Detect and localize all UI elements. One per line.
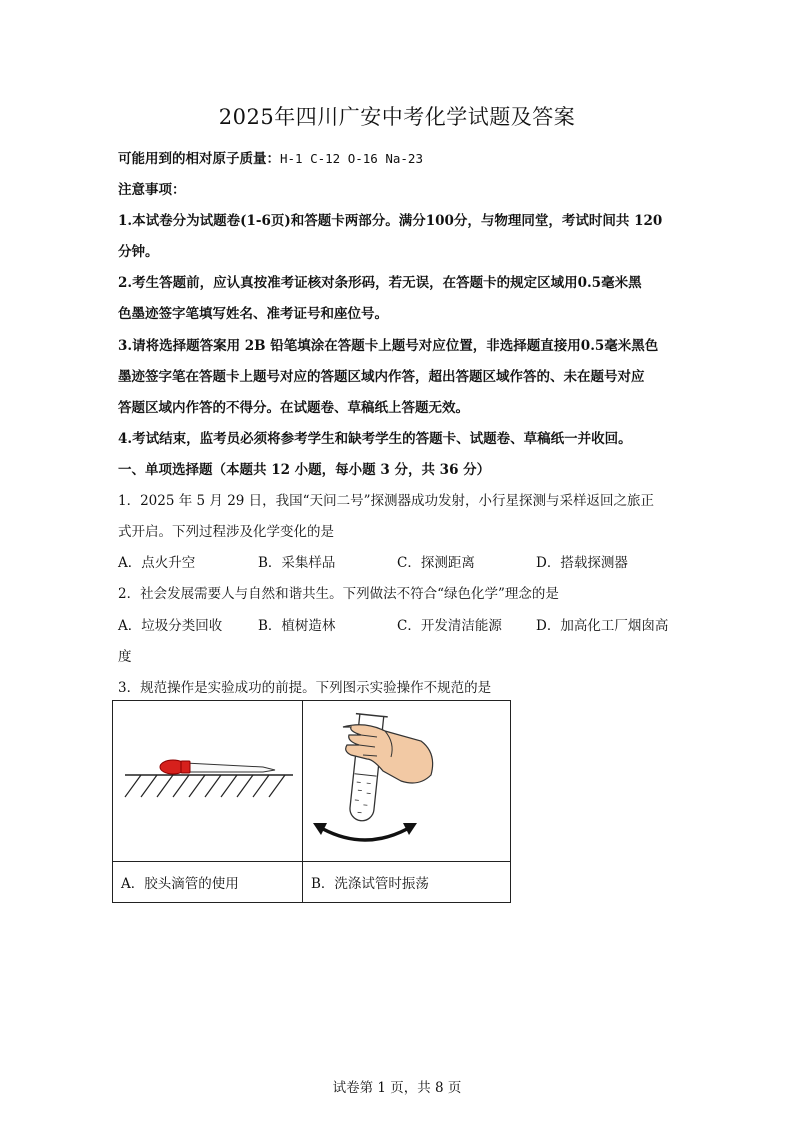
q1-option-c: C．探测距离 xyxy=(397,555,475,571)
q2-option-c: C．开发清洁能源 xyxy=(397,618,502,634)
q1-option-a: A．点火升空 xyxy=(118,555,196,571)
shaking-test-tube-illustration xyxy=(303,701,510,857)
q2-option-b: B．植树造林 xyxy=(258,618,336,634)
question-1-stem: 1．2025 年 5 月 29 日，我国“天问二号”探测器成功发射，小行星探测与采样返回之旅正 xyxy=(118,493,654,509)
section-heading: 一、单项选择题（本题共 12 小题，每小题 3 分，共 36 分） xyxy=(118,462,491,478)
figure-b-cell xyxy=(303,701,511,862)
q2-option-d: D．加高化工厂烟囱高 xyxy=(536,618,669,634)
question-3-stem: 3．规范操作是实验成功的前提。下列图示实验操作不规范的是 xyxy=(118,680,492,696)
page-footer: 试卷第 1 页，共 8 页 xyxy=(332,1080,462,1096)
q1-option-d: D．搭载探测器 xyxy=(536,555,628,571)
notice-line: 色墨迹签字笔填写姓名、准考证号和座位号。 xyxy=(118,306,388,322)
notice-line: 分钟。 xyxy=(118,244,159,260)
notice-line: 答题区域内作答的不得分。在试题卷、草稿纸上答题无效。 xyxy=(118,400,469,416)
q2-option-a: A．垃圾分类回收 xyxy=(118,618,223,634)
notice-line: 2.考生答题前，应认真按准考证核对条形码，若无误，在答题卡的规定区域用0.5毫米黑 xyxy=(118,275,642,291)
figure-table xyxy=(112,700,511,903)
notice-line: 墨迹签字笔在答题卡上题号对应的答题区域内作答，超出答题区域作答的、未在题号对应 xyxy=(118,369,645,385)
page-title: 2025年四川广安中考化学试题及答案 xyxy=(218,105,576,129)
q1-option-b: B．采集样品 xyxy=(258,555,336,571)
notice-line: 1.本试卷分为试题卷(1-6页)和答题卡两部分。满分100分，与物理同堂，考试时间共 120 xyxy=(118,213,663,229)
q2-option-d-continuation: 度 xyxy=(118,649,132,665)
atomic-mass-values: H-1 C-12 O-16 Na-23 xyxy=(280,151,423,166)
figure-a-caption: A．胶头滴管的使用 xyxy=(113,862,303,903)
question-1-stem-cont: 式开启。下列过程涉及化学变化的是 xyxy=(118,524,334,540)
atomic-mass-line xyxy=(118,147,423,167)
dropper-on-table-illustration xyxy=(113,701,302,857)
notice-line: 3.请将选择题答案用 2B 铅笔填涂在答题卡上题号对应位置，非选择题直接用0.5毫米黑色 xyxy=(118,338,659,354)
atomic-mass-label: 可能用到的相对原子质量： xyxy=(118,151,280,167)
notice-line: 4.考试结束，监考员必须将参考学生和缺考学生的答题卡、试题卷、草稿纸一并收回。 xyxy=(118,431,632,447)
figure-a-cell xyxy=(113,701,303,862)
question-2-stem: 2．社会发展需要人与自然和谐共生。下列做法不符合“绿色化学”理念的是 xyxy=(118,586,559,602)
figure-b-caption: B．洗涤试管时振荡 xyxy=(303,862,511,903)
notice-heading: 注意事项： xyxy=(118,182,186,198)
